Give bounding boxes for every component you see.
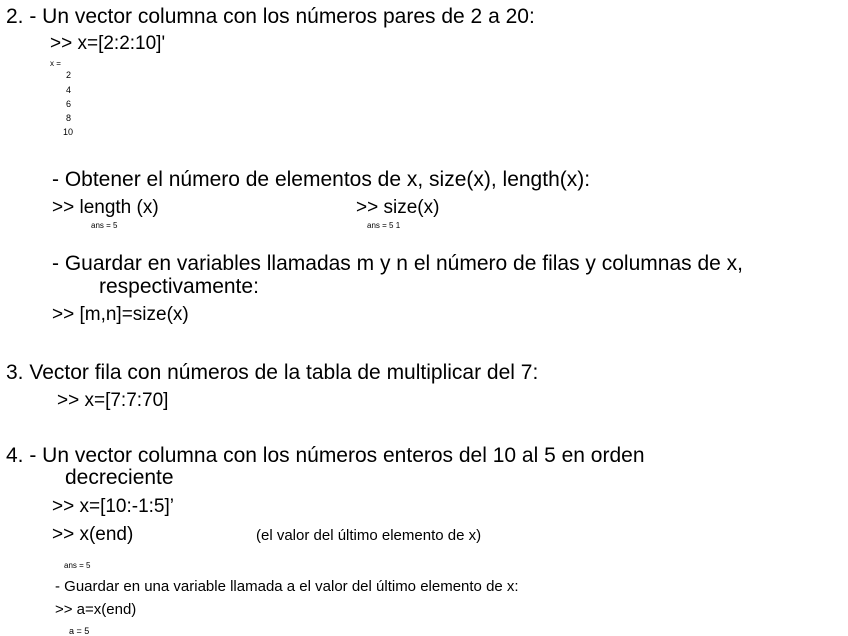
answer-length: ans = 5	[91, 221, 118, 230]
output-a: a = 5	[69, 626, 90, 636]
command-m-n-size: >> [m,n]=size(x)	[52, 304, 189, 325]
command-x-decreasing: >> x=[10:-1:5]’	[52, 496, 174, 517]
command-x-end: >> x(end)	[52, 524, 134, 545]
note-last-element: (el valor del último elemento de x)	[256, 527, 482, 544]
output-value: 4	[66, 85, 72, 95]
output-value: 2	[66, 70, 72, 80]
output-value: 10	[63, 127, 74, 137]
subsection-save-last-element: - Guardar en una variable llamada a el valor del último elemento de x:	[55, 578, 519, 595]
section-4-heading-line1: 4. - Un vector columna con los números enteros del 10 al 5 en orden	[6, 444, 645, 467]
command-size: >> size(x)	[356, 197, 440, 218]
command-x-even: >> x=[2:2:10]'	[50, 33, 166, 54]
output-value: 6	[66, 99, 72, 109]
command-a-x-end: >> a=x(end)	[55, 601, 137, 618]
output-x-label: x =	[50, 59, 61, 68]
subsection-save-rows-cols-line2: respectivamente:	[99, 275, 259, 298]
answer-x-end: ans = 5	[64, 561, 91, 570]
section-2-heading: 2. - Un vector columna con los números pares de 2 a 20:	[6, 5, 535, 28]
section-3-heading: 3. Vector fila con números de la tabla de multiplicar del 7:	[6, 361, 539, 384]
subsection-number-of-elements: - Obtener el número de elementos de x, size(x), length(x):	[52, 168, 591, 191]
command-x-multiples-7: >> x=[7:7:70]	[57, 390, 169, 411]
command-length: >> length (x)	[52, 197, 159, 218]
output-value: 8	[66, 113, 72, 123]
answer-size: ans = 5 1	[367, 221, 401, 230]
section-4-heading-line2: decreciente	[65, 466, 174, 489]
subsection-save-rows-cols-line1: - Guardar en variables llamadas m y n el número de filas y columnas de x,	[52, 252, 743, 275]
